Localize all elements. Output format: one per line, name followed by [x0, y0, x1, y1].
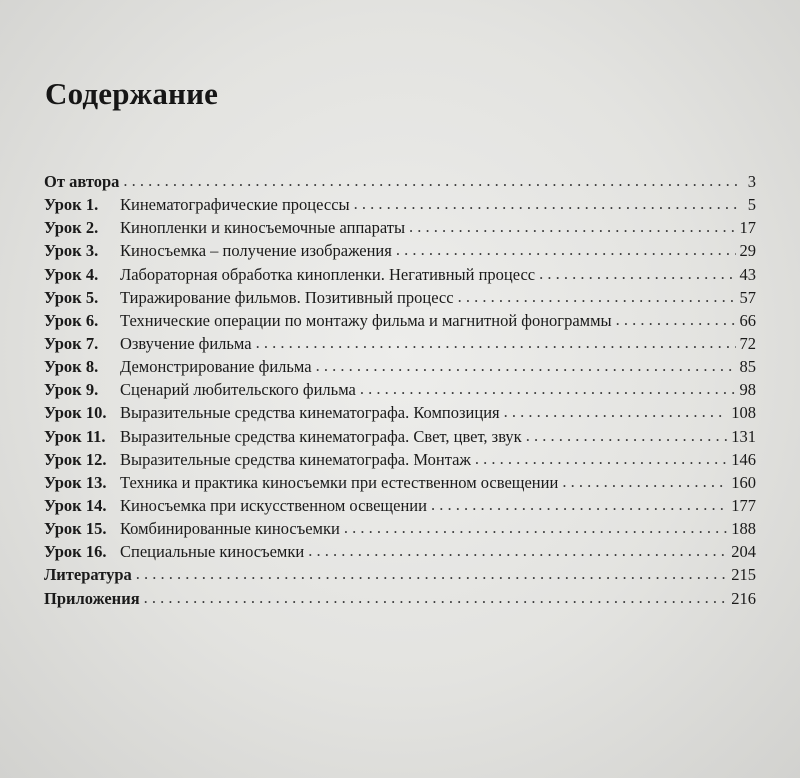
entry-title: Демонстрирование фильма: [120, 357, 312, 377]
dot-leader: [616, 308, 736, 331]
dot-leader: [504, 400, 728, 423]
toc-entry-lesson-13: [44, 471, 756, 494]
lesson-number: Урок 6.: [44, 310, 99, 330]
entry-page-number: 72: [739, 333, 756, 353]
dot-leader: [256, 331, 736, 354]
entry-title: Литература: [44, 565, 132, 585]
entry-title: Специальные киносъемки: [120, 542, 305, 562]
entry-title: Кинематографические процессы: [120, 195, 350, 215]
dot-leader: [308, 539, 727, 562]
toc-entry-lesson-6: [44, 309, 756, 332]
toc-entry-lesson-3: [44, 239, 756, 262]
entry-page-number: 188: [731, 519, 756, 539]
page-title: Содержание: [45, 76, 219, 111]
toc-entry-lesson-7: [44, 332, 756, 355]
dot-leader: [431, 493, 727, 516]
lesson-number: Урок 11.: [44, 426, 106, 446]
dot-leader: [136, 562, 727, 585]
entry-page-number: 108: [731, 403, 756, 423]
entry-title: Кинопленки и киносъемочные аппараты: [120, 218, 406, 238]
entry-page-number: 177: [731, 495, 756, 515]
toc-entry-lesson-11: [44, 425, 756, 448]
entry-page-number: 146: [731, 449, 756, 469]
entry-title: Сценарий любительского фильма: [120, 380, 356, 400]
lesson-number: Урок 14.: [44, 495, 107, 515]
entry-title: От автора: [44, 172, 120, 191]
entry-page-number: 85: [739, 357, 756, 377]
dot-leader: [562, 470, 727, 493]
lesson-number: Урок 13.: [44, 472, 107, 492]
entry-page-number: 43: [739, 264, 756, 284]
lesson-number: Урок 8.: [44, 357, 99, 377]
entry-page-number: 204: [731, 542, 756, 562]
entry-page-number: 66: [739, 310, 756, 330]
dot-leader: [396, 238, 736, 261]
toc-entry-lesson-1: [44, 193, 756, 216]
entry-title: Лабораторная обработка кинопленки. Негативный процесс: [120, 264, 536, 284]
toc-entry-lesson-4: [44, 263, 756, 286]
lesson-number: Урок 2.: [44, 218, 99, 238]
entry-page-number: 160: [731, 472, 756, 492]
toc-entry-lesson-15: [44, 517, 756, 540]
toc-entry-lesson-2: [44, 216, 756, 239]
entry-title: Выразительные средства кинематографа. Монтаж: [120, 449, 471, 469]
toc-entry-appendices: [44, 587, 756, 610]
entry-title: Комбинированные киносъемки: [120, 519, 340, 539]
dot-leader: [123, 169, 738, 192]
dot-leader: [354, 192, 738, 215]
lesson-number: Урок 15.: [44, 519, 107, 539]
entry-title: Озвучение фильма: [120, 333, 252, 353]
dot-leader: [144, 586, 728, 609]
lesson-number: Урок 10.: [44, 403, 107, 423]
entry-title: Приложения: [44, 588, 140, 608]
entry-page-number: 5: [747, 195, 756, 215]
toc-entry-lesson-10: [44, 401, 756, 424]
entry-page-number: 17: [739, 218, 756, 238]
toc-entry-lesson-9: [44, 378, 756, 401]
toc-entry-lesson-8: [44, 355, 756, 378]
dot-leader: [458, 285, 736, 308]
entry-page-number: 131: [731, 426, 756, 446]
toc-entry-lesson-16: [44, 540, 756, 563]
lesson-number: Урок 4.: [44, 264, 99, 284]
entry-page-number: 215: [731, 565, 756, 585]
dot-leader: [409, 215, 735, 238]
entry-title: Киносъемка при искусственном освещении: [120, 495, 427, 515]
entry-title: Киносъемка – получение изображения: [120, 241, 392, 261]
lesson-number: Урок 3.: [44, 241, 99, 261]
lesson-number: Урок 5.: [44, 287, 99, 307]
lesson-number: Урок 1.: [44, 195, 99, 215]
lesson-number: Урок 12.: [44, 449, 107, 469]
toc-entry-preface: [44, 170, 756, 193]
entry-title: Выразительные средства кинематографа. Свет, цвет, звук: [120, 426, 522, 446]
entry-page-number: 216: [731, 588, 756, 608]
dot-leader: [539, 262, 735, 285]
table-of-contents: [44, 170, 756, 610]
entry-title: Техника и практика киносъемки при естественном освещении: [120, 472, 559, 492]
dot-leader: [316, 354, 736, 377]
entry-page-number: 98: [739, 380, 756, 400]
toc-entry-lesson-5: [44, 286, 756, 309]
lesson-number: Урок 16.: [44, 542, 107, 562]
entry-title: Технические операции по монтажу фильма и магнитной фонограммы: [120, 310, 612, 330]
dot-leader: [360, 377, 736, 400]
entry-title: Выразительные средства кинематографа. Композиция: [120, 403, 500, 423]
dot-leader: [344, 516, 727, 539]
lesson-number: Урок 7.: [44, 333, 99, 353]
toc-entry-lesson-12: [44, 448, 756, 471]
lesson-number: Урок 9.: [44, 380, 99, 400]
dot-leader: [475, 447, 727, 470]
entry-page-number: 3: [747, 172, 756, 191]
toc-entry-lesson-14: [44, 494, 756, 517]
dot-leader: [526, 424, 728, 447]
entry-page-number: 57: [739, 287, 756, 307]
entry-title: Тиражирование фильмов. Позитивный процесс: [120, 287, 454, 307]
toc-entry-literature: [44, 563, 756, 586]
entry-page-number: 29: [739, 241, 756, 261]
